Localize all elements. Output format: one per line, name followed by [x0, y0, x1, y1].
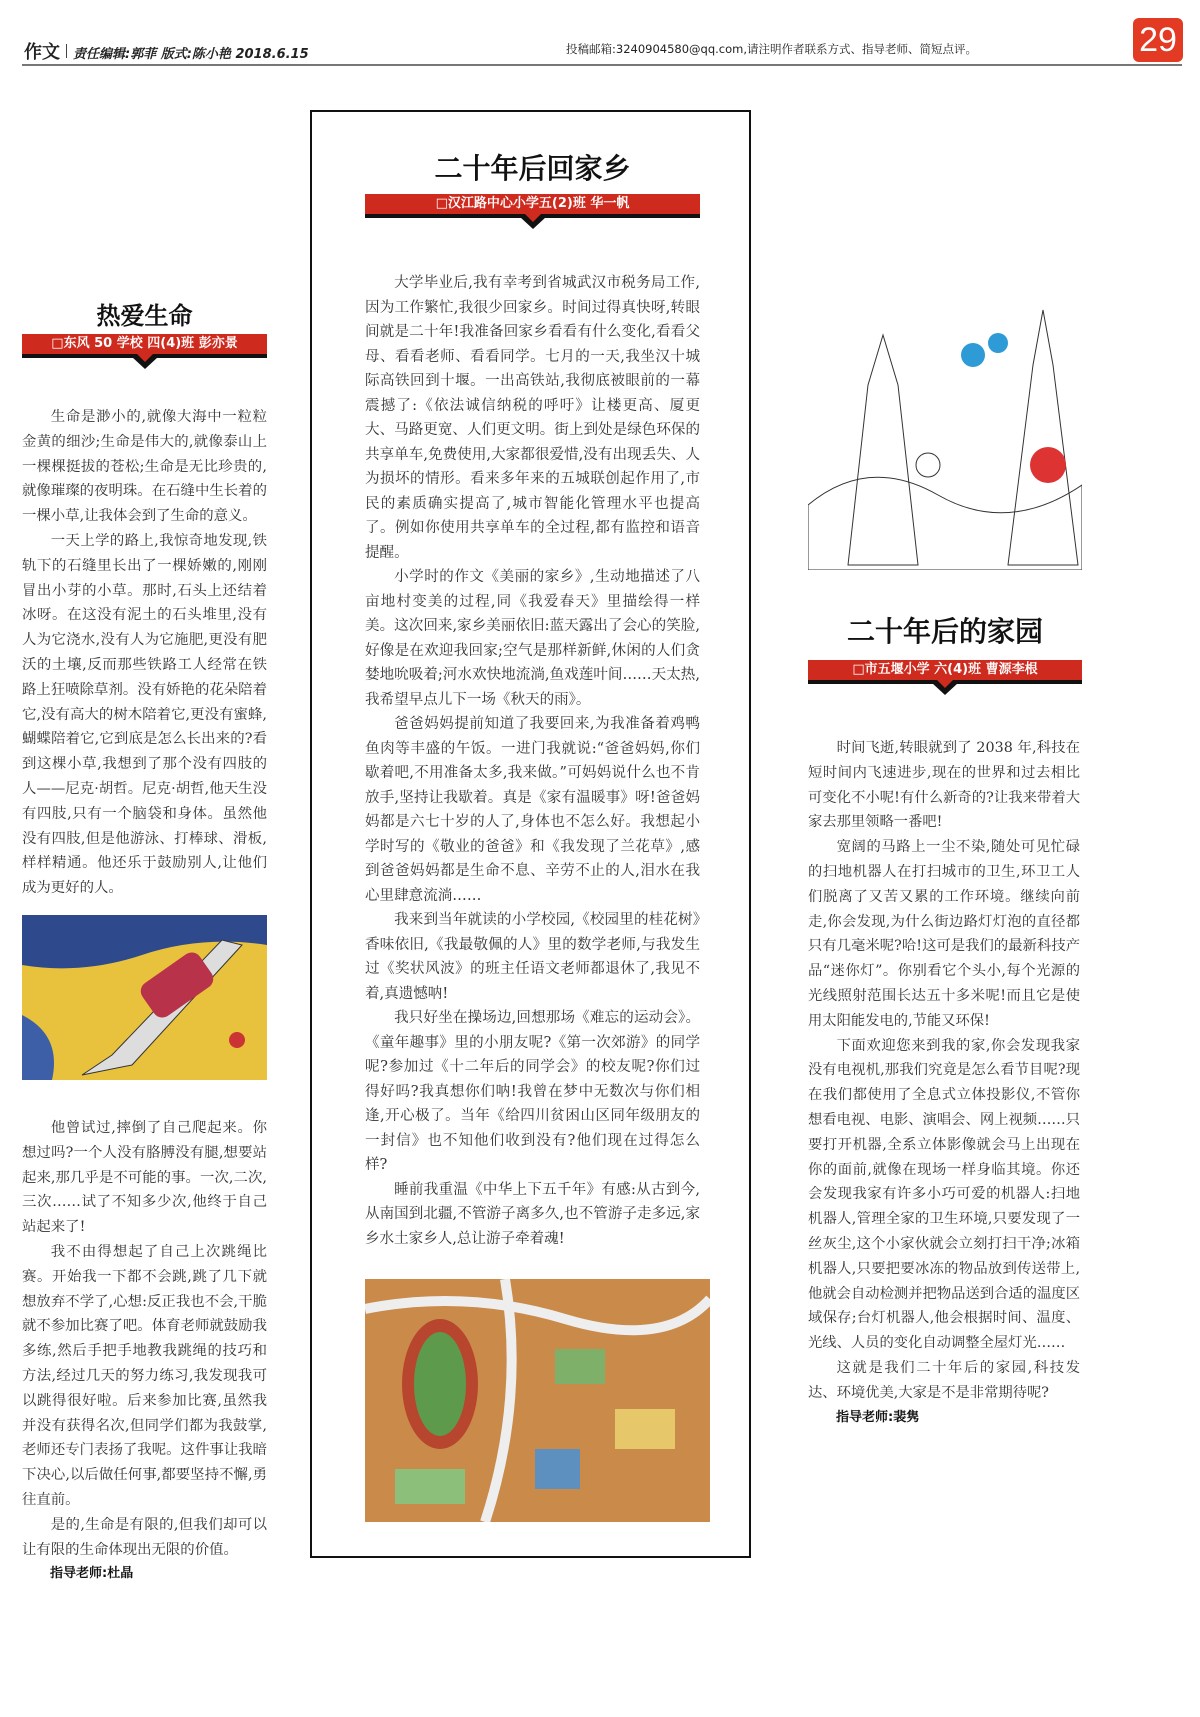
divider — [66, 44, 67, 58]
paragraph: 爸爸妈妈提前知道了我要回来,为我准备着鸡鸭鱼肉等丰盛的午饭。一进门我就说:“爸爸妈妈,你们歇着吧,不用准备太多,我来做。”可妈妈说什么也不肯放手,坚持让我歇着。真是《家有温暖事》呀!爸爸妈妈都是六七十岁的人了,身体也不怎么好。我想起小学时写的《敬业的爸爸》和《我发现了兰花草》,感到爸爸妈妈都是生命不息、辛劳不止的人,泪水在我心里肆意流淌…… — [365, 715, 700, 904]
byline-pointer — [932, 683, 958, 695]
submission-info: 投稿邮箱:3240904580@qq.com,请注明作者联系方式、指导老师、简短点评。 — [566, 42, 978, 56]
paragraph: 他曾试过,摔倒了自己爬起来。你想过吗?一个人没有胳膊没有腿,想要站起来,那几乎是不可能的事。一次,二次,三次……试了不知多少次,他终于自己站起来了! — [22, 1120, 267, 1236]
left-article-body-top — [22, 405, 267, 901]
paragraph: 我来到当年就读的小学校园,《校园里的桂花树》香味依旧,《我最敬佩的人》里的数学老师,与我发生过《奖状风波》的班主任语文老师都退休了,我见不着,真遗憾呐! — [365, 911, 700, 1002]
left-article-title: 热爱生命 — [96, 301, 193, 330]
right-article-title: 二十年后的家园 — [846, 615, 1043, 648]
train-illustration — [22, 915, 267, 1080]
page-header-left — [24, 38, 309, 64]
middle-article-body — [365, 271, 700, 1251]
page-number: 29 — [1133, 18, 1183, 62]
middle-article-title: 二十年后回家乡 — [434, 152, 631, 185]
paragraph: 下面欢迎您来到我的家,你会发现我家没有电视机,那我们究竟是怎么看节目呢?现在我们都使用了全息式立体投影仪,不管你想看电视、电影、演唱会、网上视频……只要打开机器,全系立体影像就会马上出现在你的面前,就像在现场一样身临其境。你还会发现我家有许多小巧可爱的机器人:扫地机器人,管理全家的卫生环境,只要发现了一丝灰尘,这个小家伙就会立刻打扫干净;冰箱机器人,只要把要冰冻的物品放到传送带上,他就会自动检测并把物品送到合适的温度区域保存;台灯机器人,他会根据时间、温度、光线、人员的变化自动调整全屋灯光…… — [808, 1037, 1080, 1352]
paragraph: 大学毕业后,我有幸考到省城武汉市税务局工作,因为工作繁忙,我很少回家乡。时间过得真快呀,转眼间就是二十年!我准备回家乡看看有什么变化,看看父母、看看老师、看看同学。七月的一天,我坐汉十城际高铁回到十堰。一出高铁站,我彻底被眼前的一幕震撼了:《依法诚信纳税的呼吁》让楼更高、厦更大、马路更宽、人们更文明。街上到处是绿色环保的共享单车,免费使用,大家都很爱惜,没有出现丢失、人为损坏的情形。看来多年来的五城联创起作用了,市民的素质确实提高了,城市智能化管理水平也提高了。例如你使用共享单车的全过程,都有监控和语音提醒。 — [365, 274, 700, 561]
right-article-body — [808, 736, 1080, 1430]
paragraph: 小学时的作文《美丽的家乡》,生动地描述了八亩地村变美的过程,同《我爱春天》里描绘得一样美。这次回来,家乡美丽依旧:蓝天露出了会心的笑脸,好像是在欢迎我回家;空气是那样新鲜,休闲的人们贪婪地吮吸着;河水欢快地流淌,鱼戏莲叶间……天太热,我希望早点儿下一场《秋天的雨》。 — [365, 568, 700, 708]
paragraph: 是的,生命是有限的,但我们却可以让有限的生命体现出无限的价值。 — [22, 1516, 267, 1558]
left-teacher: 指导老师:杜晶 — [50, 1566, 134, 1582]
paragraph: 时间飞逝,转眼就到了 2038 年,科技在短时间内飞速进步,现在的世界和过去相比可变化不小呢!有什么新奇的?让我来带着大家去那里领略一番吧! — [808, 740, 1080, 831]
byline-text: □汉江路中心小学五(2)班 华一帆 — [435, 196, 630, 211]
byline-pointer — [520, 217, 546, 229]
byline-pointer — [132, 357, 158, 369]
paragraph: 宽阔的马路上一尘不染,随处可见忙碌的扫地机器人在打扫城市的卫生,环卫工人们脱离了又苦又累的工作环境。继续向前走,你会发现,为什么街边路灯灯泡的直径都只有几毫米呢?哈!这可是我们的最新科技产品“迷你灯”。你别看它个头小,每个光源的光线照射范围长达五十多米呢!而且它是使用太阳能发电的,节能又环保! — [808, 839, 1080, 1029]
left-article-body-bottom — [22, 1116, 267, 1586]
byline-text: □市五堰小学 六(4)班 曹源李根 — [852, 662, 1038, 677]
editor-info: 责任编辑:郭菲 版式:陈小艳 2018.6.15 — [73, 47, 309, 62]
right-teacher: 指导老师:裴隽 — [836, 1409, 920, 1425]
paragraph: 这就是我们二十年后的家园,科技发达、环境优美,大家是不是非常期待呢? — [808, 1359, 1080, 1401]
right-article-byline — [808, 660, 1082, 684]
paragraph: 我只好坐在操场边,回想那场《难忘的运动会》。《童年趣事》里的小朋友呢?《第一次郊游》的同学呢?参加过《十二年后的同学会》的校友呢?你们过得好吗?我真想你们呐!我曾在梦中无数次与你们相逢,开心极了。当年《给四川贫困山区同年级朋友的一封信》也不知他们收到没有?他们现在过得怎么样? — [365, 1009, 700, 1173]
paragraph: 一天上学的路上,我惊奇地发现,铁轨下的石缝里长出了一棵娇嫩的,刚刚冒出小芽的小草。那时,石头上还结着冰呀。在这没有泥土的石头堆里,没有人为它浇水,没有人为它施肥,更没有肥沃的土壤,反而那些铁路工人经常在铁路上狂喷除草剂。没有娇艳的花朵陪着它,没有高大的树木陪着它,更没有蜜蜂,蝴蝶陪着它,它到底是怎么长出来的?看到这棵小草,我想到了那个没有四肢的人——尼克·胡哲。尼克·胡哲,他天生没有四肢,只有一个脑袋和身体。虽然他没有四肢,但是他游泳、打棒球、滑板,样样精通。他还乐于鼓励别人,让他们成为更好的人。 — [22, 532, 267, 897]
middle-article-content — [365, 271, 710, 1522]
paragraph: 我不由得想起了自己上次跳绳比赛。开始我一下都不会跳,跳了几下就想放弃不学了,心想:反正我也不会,干脆就不参加比赛了吧。体育老师就鼓励我多练,然后手把手地教我跳绳的技巧和方法,经过几天的努力练习,我发现我可以跳得很好啦。后来参加比赛,虽然我并没有获得名次,但同学们都为我鼓掌,老师还专门表扬了我呢。这件事让我暗下决心,以后做任何事,都要坚持不懈,勇往直前。 — [22, 1243, 267, 1508]
paragraph: 睡前我重温《中华上下五千年》有感:从古到今,从南国到北疆,不管游子离多久,也不管游子走多远,家乡水土家乡人,总让游子牵着魂! — [365, 1180, 700, 1247]
section-name: 作文 — [24, 42, 60, 63]
byline-text: □东风 50 学校 四(4)班 彭亦景 — [51, 336, 238, 351]
paragraph: 生命是渺小的,就像大海中一粒粒金黄的细沙;生命是伟大的,就像泰山上一棵棵挺拔的苍松;生命是无比珍贵的,就像璀璨的夜明珠。在石缝中生长着的一棵小草,让我体会到了生命的意义。 — [22, 409, 267, 525]
left-article-byline — [22, 334, 267, 358]
future-city-illustration — [808, 305, 1082, 570]
header-rule — [22, 64, 1182, 66]
middle-article-byline — [365, 194, 700, 218]
town-map-illustration — [365, 1279, 710, 1522]
